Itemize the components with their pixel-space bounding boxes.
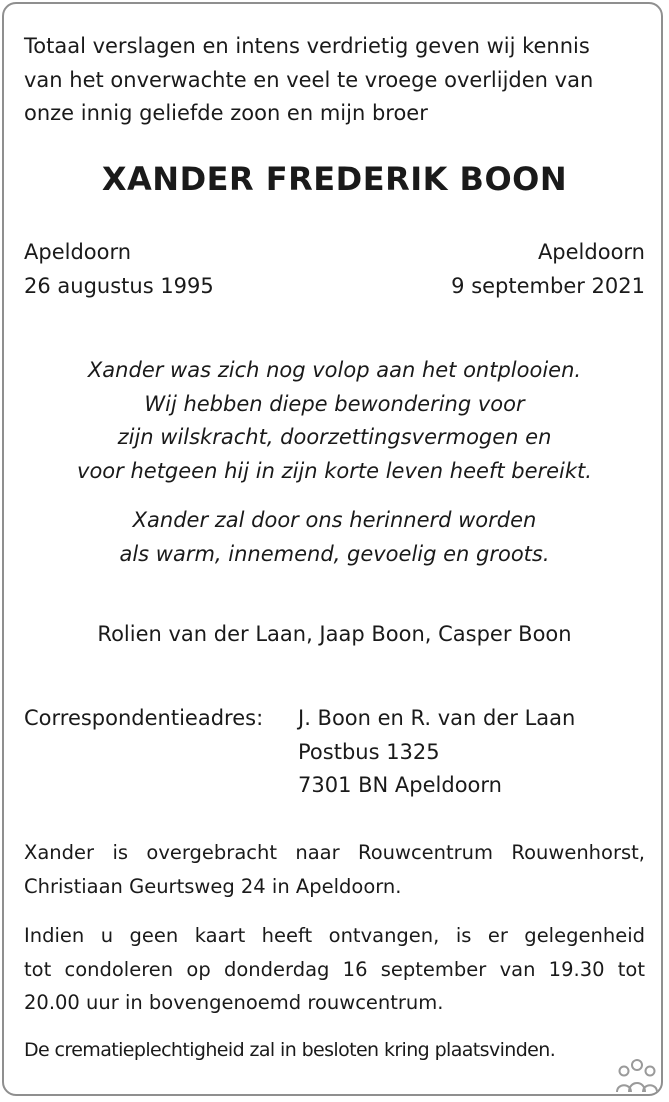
intro-line: van het onverwachte en veel te vroege overlijden van [24, 67, 594, 92]
funeral-home-info [24, 836, 645, 903]
death-date: 9 september 2021 [451, 273, 645, 298]
signers: Rolien van der Laan, Jaap Boon, Casper Boon [97, 622, 572, 646]
address-line: Postbus 1325 [298, 739, 440, 764]
correspondence-label: Correspondentieadres: [24, 706, 264, 730]
deceased-name: XANDER FREDERIK BOON [101, 160, 568, 198]
paragraph-line: 20.00 uur in bovengenoemd rouwcentrum. [24, 991, 444, 1014]
intro-line: onze innig geliefde zoon en mijn broer [24, 101, 428, 125]
quote-line: Xander zal door ons herinnerd worden [132, 508, 537, 532]
paragraph-line: Indien u geen kaart heeft ontvangen, is er gelegenheid [24, 924, 645, 947]
death-info [451, 236, 645, 303]
address-line: J. Boon en R. van der Laan [298, 706, 576, 730]
paragraph-line: Christiaan Geurtsweg 24 in Apeldoorn. [24, 874, 402, 898]
intro-line: Totaal verslagen en intens verdrietig geven wij kennis [24, 34, 590, 58]
death-place: Apeldoorn [537, 240, 645, 264]
birth-place: Apeldoorn [24, 240, 132, 264]
address-line: 7301 BN Apeldoorn [298, 773, 502, 797]
correspondence-lines [298, 702, 575, 803]
family-logo-icon [611, 1056, 663, 1096]
quote-line: als warm, innemend, gevoelig en groots. [119, 541, 550, 566]
birth-info [24, 236, 214, 303]
quote-remembrance [24, 504, 645, 571]
paragraph-line: tot condoleren op donderdag 16 september van 19.30 tot [24, 957, 645, 981]
quote-line: Wij hebben diepe bewondering voor [144, 391, 525, 416]
quote-line: voor hetgeen hij in zijn korte leven heeft bereikt. [77, 458, 592, 483]
paragraph-line: Xander is overgebracht naar Rouwcentrum Rouwenhorst, [24, 841, 645, 864]
quote-line: zijn wilskracht, doorzettingsvermogen en [117, 425, 552, 449]
cremation-info [24, 1034, 645, 1068]
birth-date: 26 augustus 1995 [24, 273, 214, 298]
intro-text [24, 30, 593, 131]
quote-line: Xander was zich nog volop aan het ontplooien. [87, 358, 582, 382]
condolence-info [24, 919, 645, 1020]
quote-tribute [24, 354, 645, 488]
paragraph-line: De crematieplechtigheid zal in besloten kring plaatsvinden. [24, 1039, 556, 1061]
